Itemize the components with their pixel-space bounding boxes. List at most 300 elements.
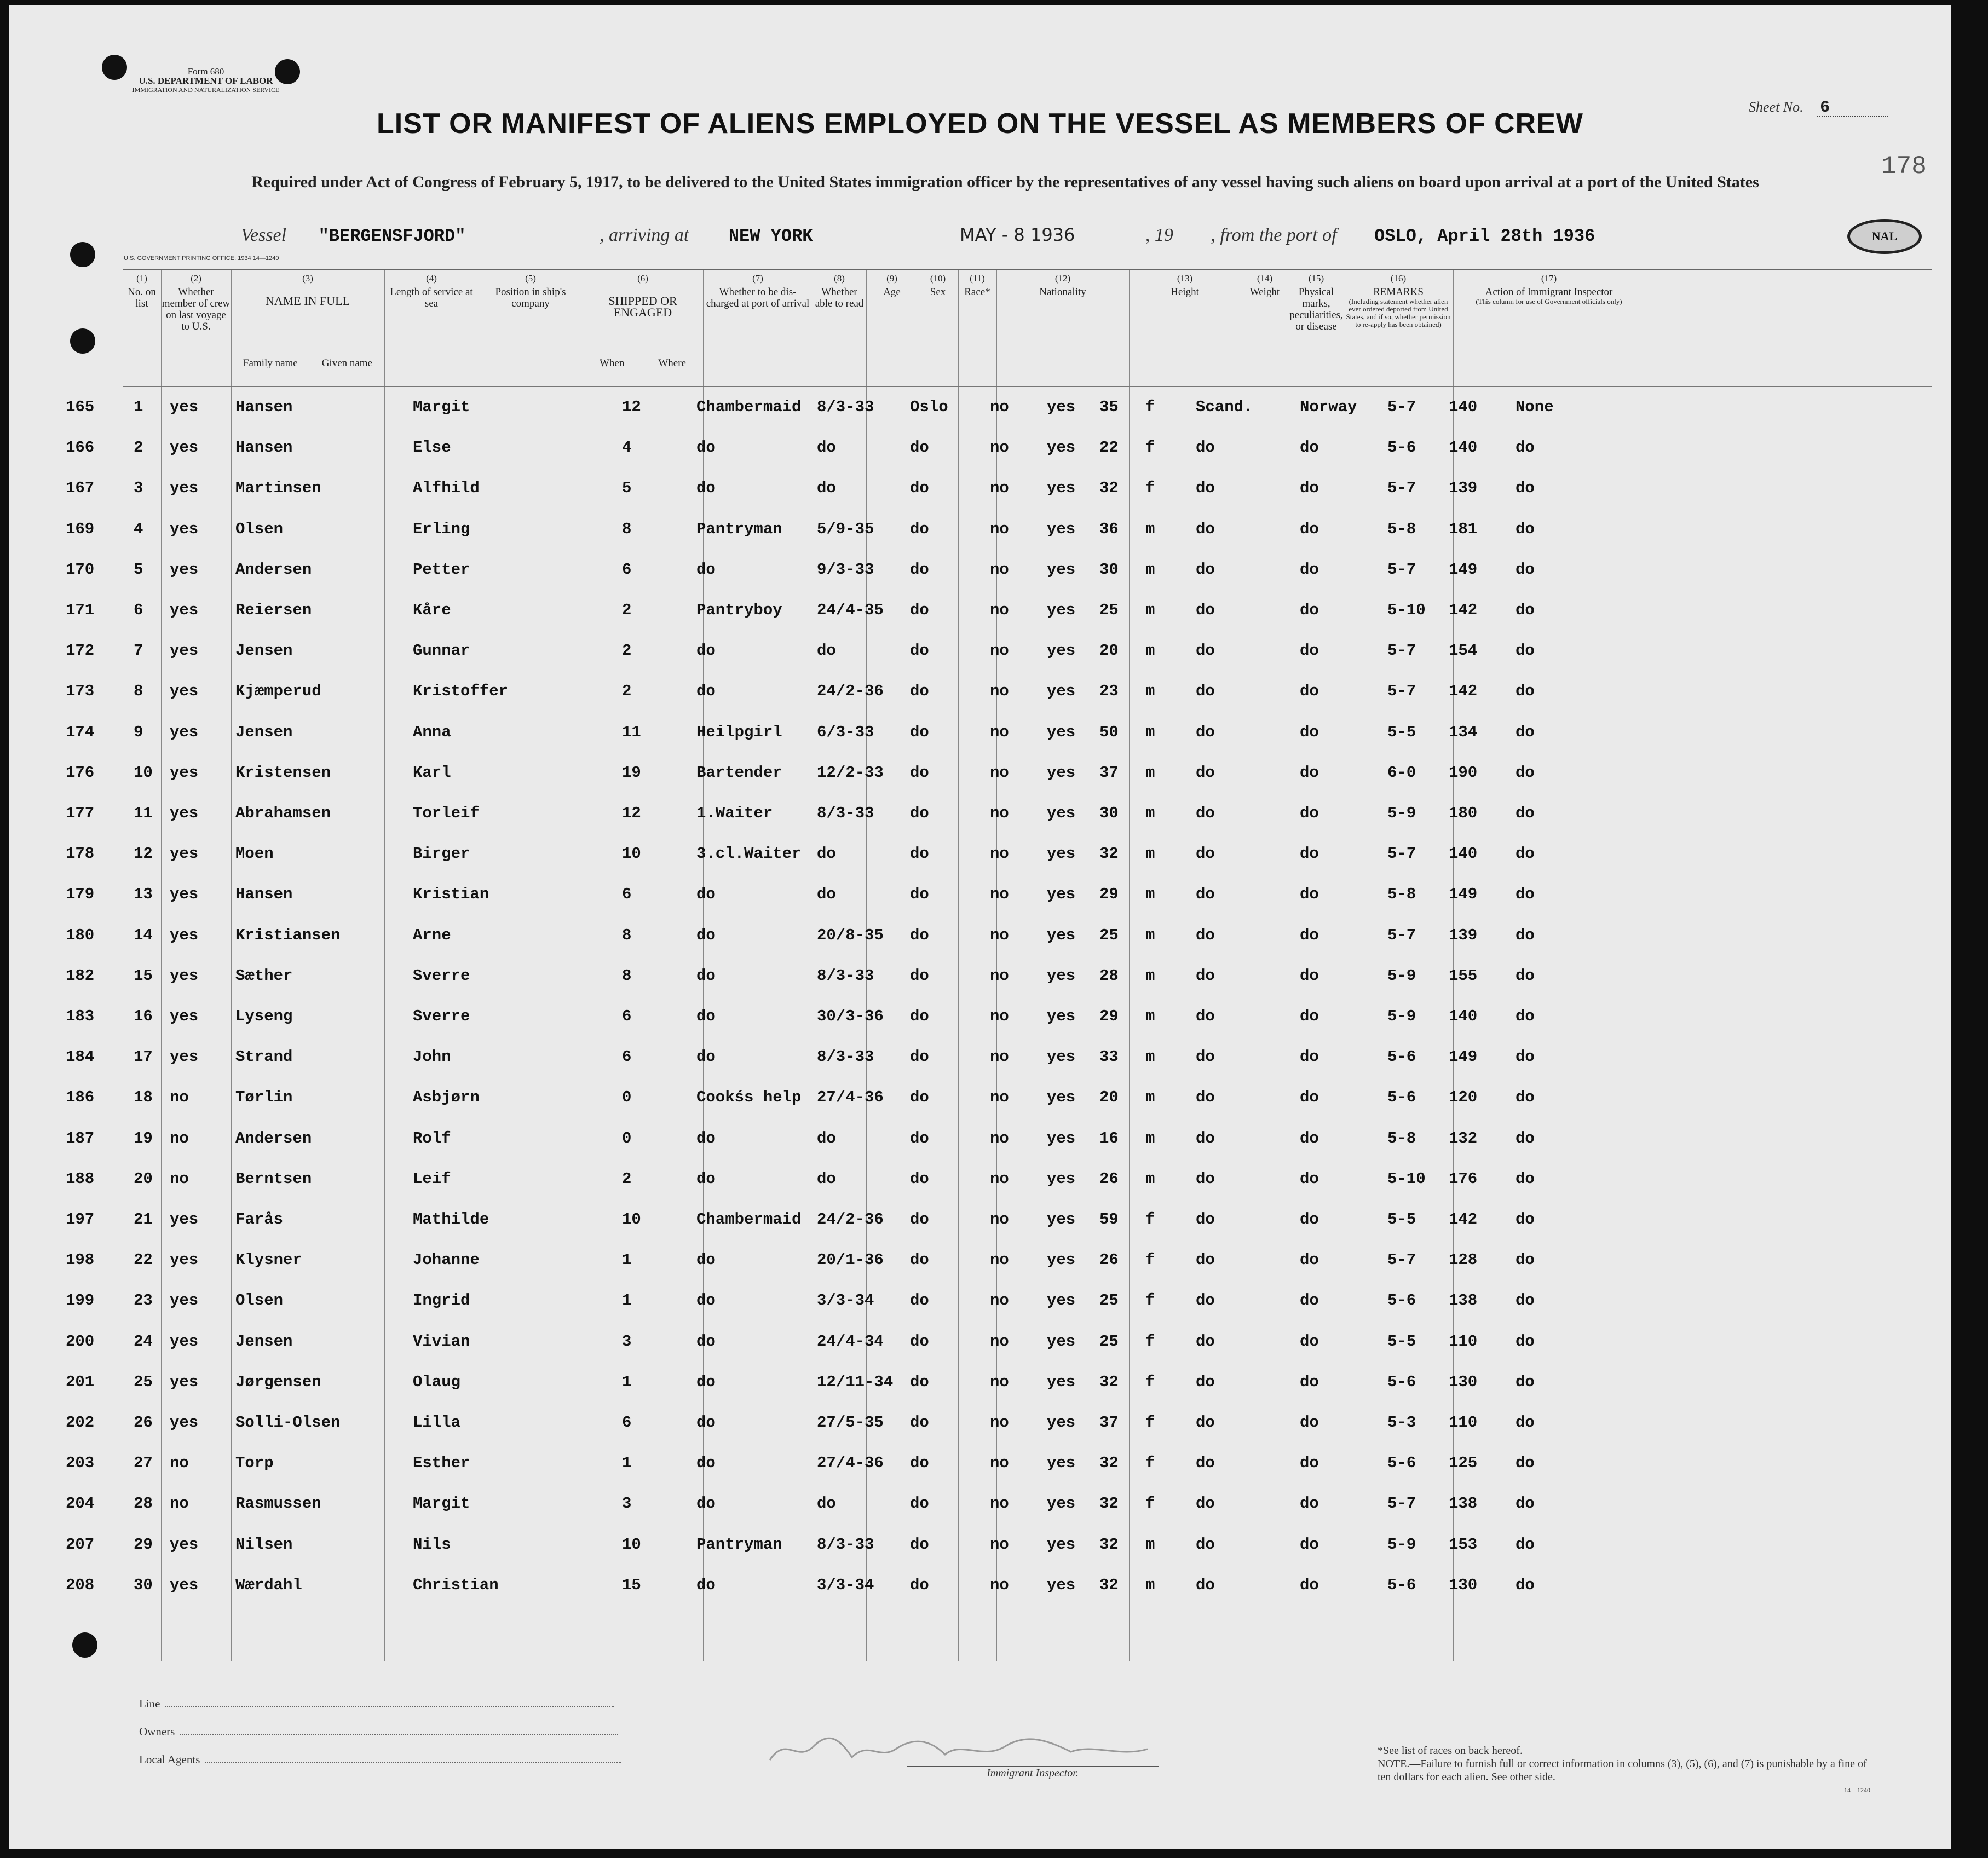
cell-sex: m [1145, 885, 1155, 904]
cell-prev: no [170, 1454, 189, 1473]
cell-disch: no [990, 845, 1009, 863]
cell-given: Gunnar [413, 642, 470, 660]
page-tally-number: 179 [66, 885, 95, 904]
column-header [1453, 270, 1645, 386]
table-row [66, 1493, 1932, 1533]
column-number: (6) [637, 273, 648, 284]
cell-service: 10 [622, 1210, 641, 1228]
cell-service: 6 [622, 885, 632, 904]
cell-weight: 140 [1449, 845, 1478, 863]
cell-read: yes [1047, 1454, 1076, 1473]
cell-no: 27 [134, 1454, 153, 1473]
cell-height: 5-7 [1387, 1251, 1416, 1270]
cell-given: Erling [413, 520, 470, 538]
cell-prev: yes [170, 1048, 199, 1066]
cell-when: 5/9-35 [817, 520, 874, 538]
cell-age: 36 [1099, 520, 1119, 538]
table-row [66, 1168, 1932, 1209]
column-label: Whether to be dis-charged at port of arrival [706, 286, 810, 309]
cell-sex: f [1145, 398, 1155, 416]
cell-sex: m [1145, 804, 1155, 822]
column-number: (3) [302, 273, 313, 284]
column-header [231, 270, 384, 386]
column-number: (17) [1541, 273, 1557, 284]
cell-family: Farås [235, 1210, 284, 1228]
page-tally-number: 167 [66, 479, 95, 498]
form-department: U.S. DEPARTMENT OF LABOR [139, 76, 273, 86]
cell-position: Heilpgirl [696, 723, 782, 741]
cell-age: 32 [1099, 1535, 1119, 1554]
column-note: (Including statement whether alien ever ordered deported from United States, and if so, whether permission to re-apply has been obtained) [1346, 297, 1451, 328]
cell-age: 20 [1099, 1088, 1119, 1107]
cell-nat: do [1300, 682, 1319, 701]
column-header [813, 270, 866, 386]
table-row [66, 1371, 1932, 1412]
cell-age: 30 [1099, 560, 1119, 579]
cell-given: Sverre [413, 1007, 470, 1025]
cell-read: yes [1047, 479, 1076, 498]
cell-position: do [696, 1251, 716, 1270]
cell-race: do [1196, 479, 1215, 498]
cell-disch: no [990, 1495, 1009, 1513]
cell-when: do [817, 642, 836, 660]
cell-race: do [1196, 845, 1215, 863]
cell-read: yes [1047, 1535, 1076, 1554]
cell-sex: f [1145, 1495, 1155, 1513]
table-row [66, 1574, 1932, 1615]
cell-prev: yes [170, 1210, 199, 1228]
cell-height: 5-7 [1387, 560, 1416, 579]
cell-sex: m [1145, 723, 1155, 741]
inspector-signature [764, 1730, 1159, 1768]
cell-when: 27/4-36 [817, 1088, 884, 1107]
cell-given: John [413, 1048, 451, 1066]
punch-hole [72, 1632, 97, 1658]
cell-height: 5-6 [1387, 1576, 1416, 1594]
page-tally-number: 178 [66, 845, 95, 863]
cell-height: 5-6 [1387, 1291, 1416, 1310]
cell-disch: no [990, 1129, 1009, 1147]
cell-sex: m [1145, 560, 1155, 579]
cell-marks: do [1516, 885, 1535, 904]
cell-where: do [910, 885, 929, 904]
cell-nat: do [1300, 1291, 1319, 1310]
cell-service: 15 [622, 1576, 641, 1594]
cell-position: Pantryman [696, 520, 782, 538]
footer-fields [139, 1697, 621, 1781]
cell-marks: do [1516, 560, 1535, 579]
cell-disch: no [990, 1454, 1009, 1473]
cell-where: do [910, 1332, 929, 1351]
cell-no: 30 [134, 1576, 153, 1594]
table-row [66, 559, 1932, 599]
sheet-label: Sheet No. [1749, 99, 1803, 115]
cell-age: 37 [1099, 1413, 1119, 1432]
crew-table [66, 269, 1932, 1661]
column-header [1241, 270, 1289, 386]
cell-marks: do [1516, 1372, 1535, 1391]
cell-nat: do [1300, 1495, 1319, 1513]
cell-height: 5-7 [1387, 1495, 1416, 1513]
year-label: , 19 [1145, 225, 1173, 245]
cell-where: do [910, 1576, 929, 1594]
cell-age: 25 [1099, 601, 1119, 619]
cell-prev: yes [170, 398, 199, 416]
cell-no: 7 [134, 642, 143, 660]
column-label: Whether member of crew on last voyage to U.S. [162, 286, 231, 332]
cell-height: 5-9 [1387, 1535, 1416, 1554]
cell-where: do [910, 926, 929, 944]
column-subheader: Given name [321, 357, 373, 369]
cell-read: yes [1047, 1372, 1076, 1391]
cell-family: Klysner [235, 1251, 302, 1270]
column-label: Position in ship's company [495, 286, 566, 309]
page-tally-number: 166 [66, 438, 95, 457]
cell-sex: m [1145, 1088, 1155, 1107]
column-label: Whether able to read [815, 286, 864, 309]
cell-sex: m [1145, 1129, 1155, 1147]
cell-disch: no [990, 1007, 1009, 1025]
cell-service: 1 [622, 1454, 632, 1473]
sheet-value: 6 [1820, 99, 1830, 117]
cell-prev: yes [170, 520, 199, 538]
cell-given: Rolf [413, 1129, 451, 1147]
cell-height: 6-0 [1387, 763, 1416, 782]
column-label: Nationality [1039, 286, 1086, 298]
cell-position: Chambermaid [696, 398, 802, 416]
cell-service: 12 [622, 398, 641, 416]
cell-height: 5-7 [1387, 398, 1416, 416]
cell-nat: Norway [1300, 398, 1357, 416]
cell-nat: do [1300, 723, 1319, 741]
column-number: (8) [834, 273, 845, 284]
cell-position: do [696, 966, 716, 985]
cell-height: 5-6 [1387, 1048, 1416, 1066]
cell-race: do [1196, 1291, 1215, 1310]
cell-given: Petter [413, 560, 470, 579]
cell-marks: do [1516, 479, 1535, 498]
cell-age: 25 [1099, 1291, 1119, 1310]
page-tally-number: 186 [66, 1088, 95, 1107]
cell-race: do [1196, 1088, 1215, 1107]
cell-age: 32 [1099, 845, 1119, 863]
cell-given: Kristian [413, 885, 489, 904]
cell-weight: 142 [1449, 601, 1478, 619]
cell-sex: f [1145, 438, 1155, 457]
column-label: No. on list [128, 286, 156, 309]
cell-family: Olsen [235, 520, 284, 538]
cell-marks: do [1516, 682, 1535, 701]
cell-prev: yes [170, 1576, 199, 1594]
table-row [66, 1534, 1932, 1574]
column-header [583, 270, 703, 386]
cell-family: Moen [235, 845, 274, 863]
column-note: (This column for use of Government officials only) [1476, 297, 1622, 305]
column-label: Length of service at sea [390, 286, 473, 309]
cell-when: 27/4-36 [817, 1454, 884, 1473]
cell-prev: yes [170, 601, 199, 619]
cell-prev: yes [170, 642, 199, 660]
page-tally-number: 173 [66, 682, 95, 701]
cell-position: do [696, 479, 716, 498]
cell-position: do [696, 926, 716, 944]
printing-office-line: U.S. GOVERNMENT PRINTING OFFICE: 1934 14—1240 [124, 255, 279, 262]
cell-race: do [1196, 1129, 1215, 1147]
cell-where: do [910, 1291, 929, 1310]
cell-no: 3 [134, 479, 143, 498]
cell-height: 5-9 [1387, 804, 1416, 822]
cell-where: do [910, 1169, 929, 1188]
cell-disch: no [990, 1088, 1009, 1107]
cell-nat: do [1300, 438, 1319, 457]
column-header [123, 270, 161, 386]
cell-no: 19 [134, 1129, 153, 1147]
column-number: (9) [886, 273, 897, 284]
cell-sex: m [1145, 1048, 1155, 1066]
column-number: (4) [426, 273, 437, 284]
cell-position: Pantryman [696, 1535, 782, 1554]
cell-weight: 110 [1449, 1332, 1478, 1351]
cell-height: 5-7 [1387, 642, 1416, 660]
cell-prev: yes [170, 1251, 199, 1270]
column-header [918, 270, 958, 386]
cell-disch: no [990, 1372, 1009, 1391]
cell-weight: 142 [1449, 1210, 1478, 1228]
cell-read: yes [1047, 723, 1076, 741]
cell-position: Pantryboy [696, 601, 782, 619]
cell-read: yes [1047, 804, 1076, 822]
cell-when: 24/2-36 [817, 682, 884, 701]
column-header [958, 270, 996, 386]
table-row [66, 1087, 1932, 1127]
cell-marks: do [1516, 1454, 1535, 1473]
cell-marks: do [1516, 1535, 1535, 1554]
cell-family: Hansen [235, 438, 293, 457]
cell-race: do [1196, 1251, 1215, 1270]
cell-when: 30/3-36 [817, 1007, 884, 1025]
cell-family: Lyseng [235, 1007, 293, 1025]
cell-weight: 110 [1449, 1413, 1478, 1432]
cell-given: Olaug [413, 1372, 461, 1391]
cell-family: Andersen [235, 1129, 312, 1147]
table-row [66, 680, 1932, 721]
cell-prev: yes [170, 438, 199, 457]
cell-race: do [1196, 438, 1215, 457]
cell-height: 5-3 [1387, 1413, 1416, 1432]
cell-prev: yes [170, 723, 199, 741]
cell-age: 30 [1099, 804, 1119, 822]
cell-given: Margit [413, 398, 470, 416]
form-code: 14—1240 [1844, 1786, 1870, 1794]
column-number: (1) [136, 273, 147, 284]
cell-family: Olsen [235, 1291, 284, 1310]
cell-age: 32 [1099, 1454, 1119, 1473]
cell-when: do [817, 1129, 836, 1147]
cell-weight: 138 [1449, 1291, 1478, 1310]
cell-when: 20/1-36 [817, 1251, 884, 1270]
cell-no: 4 [134, 520, 143, 538]
cell-read: yes [1047, 601, 1076, 619]
cell-marks: do [1516, 1291, 1535, 1310]
cell-prev: yes [170, 1535, 199, 1554]
cell-sex: m [1145, 1535, 1155, 1554]
cell-age: 33 [1099, 1048, 1119, 1066]
cell-marks: do [1516, 520, 1535, 538]
cell-family: Abrahamsen [235, 804, 331, 822]
cell-weight: 128 [1449, 1251, 1478, 1270]
cell-disch: no [990, 642, 1009, 660]
cell-height: 5-7 [1387, 682, 1416, 701]
cell-family: Jensen [235, 642, 293, 660]
cell-family: Hansen [235, 398, 293, 416]
cell-position: Bartender [696, 763, 782, 782]
form-service: IMMIGRATION AND NATURALIZATION SERVICE [132, 86, 280, 94]
cell-given: Sverre [413, 966, 470, 985]
cell-family: Berntsen [235, 1169, 312, 1188]
cell-marks: do [1516, 438, 1535, 457]
cell-family: Jørgensen [235, 1372, 321, 1391]
page-tally-number: 204 [66, 1495, 95, 1513]
column-header [384, 270, 479, 386]
cell-service: 6 [622, 1007, 632, 1025]
cell-height: 5-7 [1387, 926, 1416, 944]
cell-nat: do [1300, 926, 1319, 944]
cell-height: 5-7 [1387, 845, 1416, 863]
cell-height: 5-5 [1387, 1332, 1416, 1351]
cell-age: 32 [1099, 479, 1119, 498]
cell-weight: 120 [1449, 1088, 1478, 1107]
column-label: NAME IN FULL [266, 294, 350, 308]
cell-no: 26 [134, 1413, 153, 1432]
cell-marks: do [1516, 966, 1535, 985]
cell-family: Strand [235, 1048, 293, 1066]
arrival-date-stamp: MAY - 8 1936 [959, 224, 1075, 245]
cell-family: Jensen [235, 1332, 293, 1351]
cell-nat: do [1300, 1413, 1319, 1432]
cell-sex: m [1145, 1576, 1155, 1594]
cell-race: do [1196, 1454, 1215, 1473]
cell-nat: do [1300, 1210, 1319, 1228]
cell-age: 23 [1099, 682, 1119, 701]
cell-nat: do [1300, 885, 1319, 904]
cell-race: do [1196, 642, 1215, 660]
column-subheader: Family name [243, 357, 298, 369]
cell-race: do [1196, 1535, 1215, 1554]
cell-weight: 125 [1449, 1454, 1478, 1473]
cell-when: 6/3-33 [817, 723, 874, 741]
cell-family: Nilsen [235, 1535, 293, 1554]
cell-nat: do [1300, 1129, 1319, 1147]
cell-service: 4 [622, 438, 632, 457]
cell-weight: 139 [1449, 926, 1478, 944]
cell-position: do [696, 1129, 716, 1147]
cell-position: do [696, 1372, 716, 1391]
cell-nat: do [1300, 1048, 1319, 1066]
cell-race: do [1196, 1169, 1215, 1188]
cell-given: Kristoffer [413, 682, 509, 701]
cell-service: 12 [622, 804, 641, 822]
cell-where: do [910, 1088, 929, 1107]
page-tally-number: 176 [66, 763, 95, 782]
cell-age: 37 [1099, 763, 1119, 782]
cell-age: 59 [1099, 1210, 1119, 1228]
cell-weight: 149 [1449, 560, 1478, 579]
column-header [996, 270, 1129, 386]
cell-position: 3.cl.Waiter [696, 845, 802, 863]
cell-no: 12 [134, 845, 153, 863]
cell-given: Christian [413, 1576, 499, 1594]
cell-when: do [817, 1169, 836, 1188]
cell-race: do [1196, 723, 1215, 741]
page-tally-number: 174 [66, 723, 95, 741]
cell-position: do [696, 1169, 716, 1188]
cell-age: 50 [1099, 723, 1119, 741]
cell-read: yes [1047, 926, 1076, 944]
cell-read: yes [1047, 1169, 1076, 1188]
line-label: Line [139, 1697, 160, 1710]
cell-marks: do [1516, 1169, 1535, 1188]
cell-disch: no [990, 804, 1009, 822]
cell-prev: yes [170, 926, 199, 944]
cell-where: do [910, 763, 929, 782]
cell-disch: no [990, 885, 1009, 904]
cell-read: yes [1047, 1576, 1076, 1594]
column-number: (10) [930, 273, 946, 284]
cell-read: yes [1047, 1210, 1076, 1228]
stamp-number: 178 [1881, 152, 1927, 181]
cell-prev: yes [170, 845, 199, 863]
table-row [66, 925, 1932, 965]
page-tally-number: 201 [66, 1372, 95, 1391]
column-label: Sex [930, 286, 946, 298]
page-subtitle: Required under Act of Congress of February 5, 1917, to be delivered to the United States immigration officer by the representatives of any vessel having such aliens on board upon arrival at a port of the United States [251, 173, 1759, 191]
cell-position: do [696, 1413, 716, 1432]
cell-race: do [1196, 1210, 1215, 1228]
cell-service: 8 [622, 520, 632, 538]
cell-weight: 130 [1449, 1576, 1478, 1594]
cell-read: yes [1047, 885, 1076, 904]
table-row [66, 396, 1932, 437]
cell-where: do [910, 1251, 929, 1270]
inspector-label: Immigrant Inspector. [907, 1766, 1159, 1780]
cell-read: yes [1047, 1291, 1076, 1310]
cell-position: do [696, 642, 716, 660]
cell-service: 6 [622, 1048, 632, 1066]
race-note: *See list of races on back hereof. [1378, 1745, 1523, 1757]
punch-hole [70, 328, 95, 354]
cell-family: Sæther [235, 966, 293, 985]
cell-no: 24 [134, 1332, 153, 1351]
cell-service: 8 [622, 926, 632, 944]
cell-disch: no [990, 520, 1009, 538]
cell-position: Cookśs help [696, 1088, 802, 1107]
column-number: (7) [752, 273, 763, 284]
cell-read: yes [1047, 1413, 1076, 1432]
cell-sex: m [1145, 642, 1155, 660]
cell-disch: no [990, 1413, 1009, 1432]
cell-when: 8/3-33 [817, 966, 874, 985]
cell-when: 27/5-35 [817, 1413, 884, 1432]
cell-marks: None [1516, 398, 1554, 416]
cell-race: do [1196, 763, 1215, 782]
cell-no: 2 [134, 438, 143, 457]
cell-read: yes [1047, 682, 1076, 701]
cell-no: 10 [134, 763, 153, 782]
cell-position: 1.Waiter [696, 804, 773, 822]
cell-where: do [910, 479, 929, 498]
punch-hole [70, 242, 95, 267]
cell-service: 2 [622, 642, 632, 660]
